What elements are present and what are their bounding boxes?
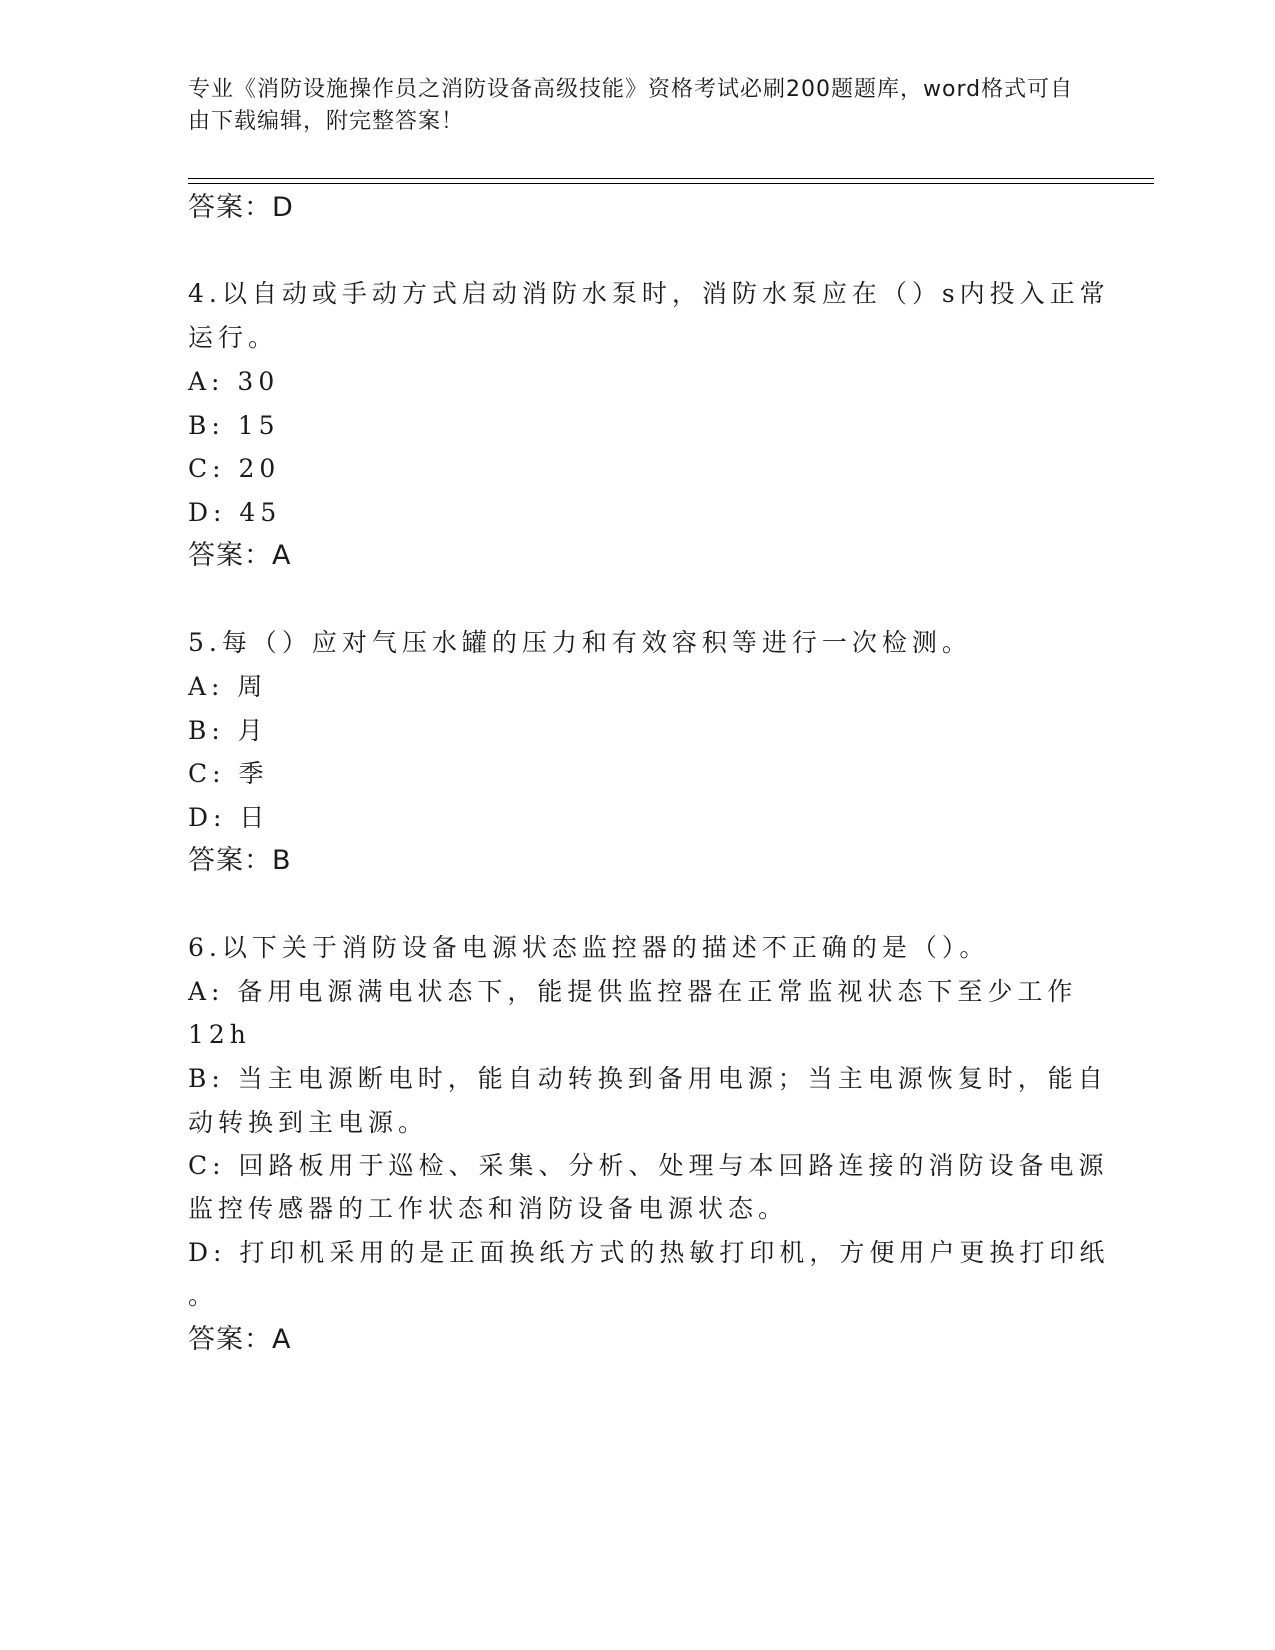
question-4-option-d: D: 45 bbox=[188, 498, 282, 527]
question-5-option-c: C: 季 bbox=[188, 759, 269, 788]
question-4-option-b: B: 15 bbox=[188, 411, 280, 440]
question-5-answer: 答案：B bbox=[188, 845, 292, 876]
question-6-stem: 6.以下关于消防设备电源状态监控器的描述不正确的是（）。 bbox=[188, 933, 990, 962]
question-4-option-a: A: 30 bbox=[188, 367, 280, 396]
question-4-stem-line-1: 4.以自动或手动方式启动消防水泵时，消防水泵应在（）s内投入正常 bbox=[188, 279, 1110, 308]
question-6-option-b-line-1: B: 当主电源断电时，能自动转换到备用电源；当主电源恢复时，能自 bbox=[188, 1064, 1108, 1093]
question-4-option-c: C: 20 bbox=[188, 454, 281, 483]
question-6-option-c-line-2: 监控传感器的工作状态和消防设备电源状态。 bbox=[188, 1194, 789, 1223]
question-6-option-c-line-1: C: 回路板用于巡检、采集、分析、处理与本回路连接的消防设备电源 bbox=[188, 1151, 1109, 1180]
question-6-option-d-line-2: 。 bbox=[188, 1281, 219, 1310]
question-4-stem-line-2: 运行。 bbox=[188, 323, 279, 352]
header-divider-bottom bbox=[188, 183, 1154, 184]
question-6-option-b-line-2: 动转换到主电源。 bbox=[188, 1108, 429, 1137]
document-header: 专业《消防设施操作员之消防设备高级技能》资格考试必刷200题题库，word格式可自由下载编辑，附完整答案！ bbox=[188, 77, 1074, 134]
question-6-option-a-line-1: A: 备用电源满电状态下，能提供监控器在正常监视状态下至少工作 bbox=[188, 977, 1078, 1006]
question-4-answer: 答案：A bbox=[188, 540, 292, 571]
question-5-stem: 5.每（）应对气压水罐的压力和有效容积等进行一次检测。 bbox=[188, 628, 972, 657]
question-6-option-d-line-1: D: 打印机采用的是正面换纸方式的热敏打印机，方便用户更换打印纸 bbox=[188, 1238, 1110, 1267]
question-6-option-a-line-2: 12h bbox=[188, 1020, 251, 1049]
previous-answer: 答案：D bbox=[188, 192, 294, 223]
question-5-option-b: B: 月 bbox=[188, 716, 268, 745]
question-5-option-d: D: 日 bbox=[188, 803, 270, 832]
header-divider-top bbox=[188, 178, 1154, 179]
question-5-option-a: A: 周 bbox=[188, 672, 268, 701]
question-6-answer: 答案：A bbox=[188, 1324, 292, 1355]
